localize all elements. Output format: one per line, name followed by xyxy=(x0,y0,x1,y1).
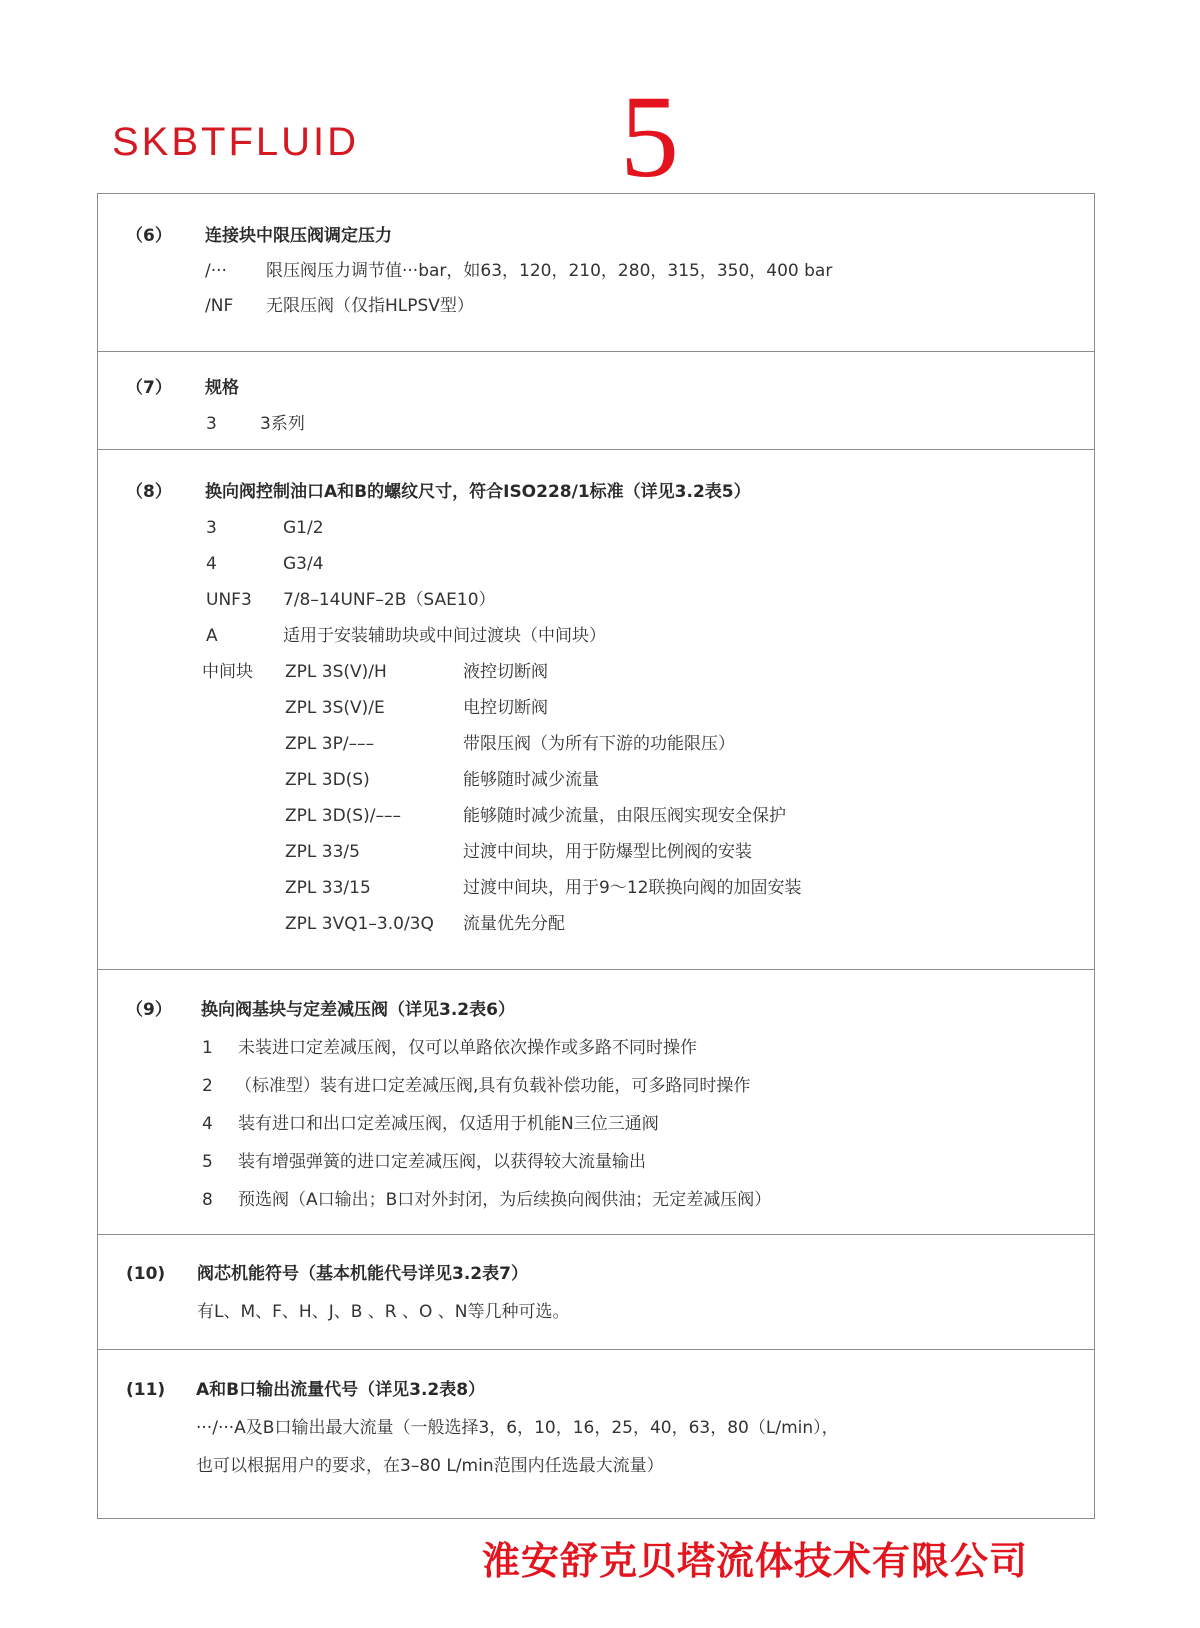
option-code: A xyxy=(206,626,218,646)
section-text: ···/···A及B口输出最大流量（一般选择3，6，10，16，25，40，63，80（L/min）， xyxy=(196,1418,839,1438)
section-number: （6） xyxy=(126,226,172,246)
brand-logo-text: SKBTFLUID xyxy=(112,120,360,164)
intermediate-model: ZPL 33/5 xyxy=(285,842,360,862)
option-code: /··· xyxy=(205,261,227,281)
option-desc: 限压阀压力调节值···bar，如63，120，210，280，315，350，400 bar xyxy=(266,261,833,281)
company-name: 淮安舒克贝塔流体技术有限公司 xyxy=(482,1539,1029,1583)
intermediate-model: ZPL 3D(S)/––– xyxy=(285,806,401,826)
spec-table xyxy=(97,193,1095,1519)
option-desc: 装有增强弹簧的进口定差减压阀，以获得较大流量输出 xyxy=(238,1152,646,1172)
option-desc: 7/8–14UNF–2B（SAE10） xyxy=(283,590,496,610)
option-desc: G1/2 xyxy=(283,518,324,538)
intermediate-desc: 能够随时减少流量 xyxy=(463,770,599,790)
section-number: （8） xyxy=(126,482,172,502)
section-text: 有L、M、F、H、J、B 、R 、O 、N等几种可选。 xyxy=(197,1302,570,1322)
option-code: 1 xyxy=(202,1038,213,1058)
option-code: 8 xyxy=(202,1190,213,1210)
section-10 xyxy=(98,1234,1094,1349)
section-title: 换向阀控制油口A和B的螺纹尺寸，符合ISO228/1标准（详见3.2表5） xyxy=(205,482,751,502)
option-code: 3 xyxy=(206,414,217,434)
section-6 xyxy=(98,194,1094,351)
option-desc: 无限压阀（仅指HLPSV型） xyxy=(266,296,474,316)
section-8 xyxy=(98,449,1094,969)
section-title: 阀芯机能符号（基本机能代号详见3.2表7） xyxy=(197,1264,528,1284)
option-code: /NF xyxy=(205,296,234,316)
intermediate-desc: 液控切断阀 xyxy=(463,662,548,682)
intermediate-desc: 过渡中间块，用于9～12联换向阀的加固安装 xyxy=(463,878,802,898)
section-title: 连接块中限压阀调定压力 xyxy=(205,226,392,246)
option-code: 2 xyxy=(202,1076,213,1096)
section-number: （9） xyxy=(126,1000,172,1020)
section-number: (10) xyxy=(126,1264,166,1284)
option-desc: G3/4 xyxy=(283,554,324,574)
intermediate-desc: 能够随时减少流量，由限压阀实现安全保护 xyxy=(463,806,786,826)
option-desc: 预选阀（A口输出；B口对外封闭，为后续换向阀供油；无定差减压阀） xyxy=(238,1190,772,1210)
option-desc: 未装进口定差减压阀，仅可以单路依次操作或多路不同时操作 xyxy=(238,1038,697,1058)
section-11 xyxy=(98,1349,1094,1519)
intermediate-desc: 电控切断阀 xyxy=(463,698,548,718)
intermediate-model: ZPL 3S(V)/E xyxy=(285,698,385,718)
intermediate-model: ZPL 3VQ1–3.0/3Q xyxy=(285,914,434,934)
intermediate-model: ZPL 33/15 xyxy=(285,878,371,898)
section-9 xyxy=(98,969,1094,1234)
option-desc: 3系列 xyxy=(260,414,305,434)
intermediate-desc: 过渡中间块，用于防爆型比例阀的安装 xyxy=(463,842,752,862)
option-desc: 装有进口和出口定差减压阀，仅适用于机能N三位三通阀 xyxy=(238,1114,659,1134)
intermediate-model: ZPL 3D(S) xyxy=(285,770,370,790)
section-text: 也可以根据用户的要求，在3–80 L/min范围内任选最大流量） xyxy=(196,1456,664,1476)
option-code: 5 xyxy=(202,1152,213,1172)
page-number: 5 xyxy=(620,71,679,202)
intermediate-model: ZPL 3S(V)/H xyxy=(285,662,387,682)
section-number: (11) xyxy=(126,1380,166,1400)
section-number: （7） xyxy=(126,378,172,398)
section-title: 规格 xyxy=(205,378,239,398)
option-desc: 适用于安装辅助块或中间过渡块（中间块） xyxy=(283,626,606,646)
intermediate-desc: 流量优先分配 xyxy=(463,914,565,934)
intermediate-desc: 带限压阀（为所有下游的功能限压） xyxy=(463,734,735,754)
option-desc: （标准型）装有进口定差减压阀,具有负载补偿功能，可多路同时操作 xyxy=(235,1076,751,1096)
option-code: 3 xyxy=(206,518,217,538)
option-code: 4 xyxy=(202,1114,213,1134)
section-title: A和B口输出流量代号（详见3.2表8） xyxy=(196,1380,486,1400)
option-code: 4 xyxy=(206,554,217,574)
intermediate-model: ZPL 3P/––– xyxy=(285,734,375,754)
option-code: UNF3 xyxy=(206,590,252,610)
section-7 xyxy=(98,351,1094,449)
intermediate-label: 中间块 xyxy=(202,662,253,682)
section-title: 换向阀基块与定差减压阀（详见3.2表6） xyxy=(201,1000,515,1020)
